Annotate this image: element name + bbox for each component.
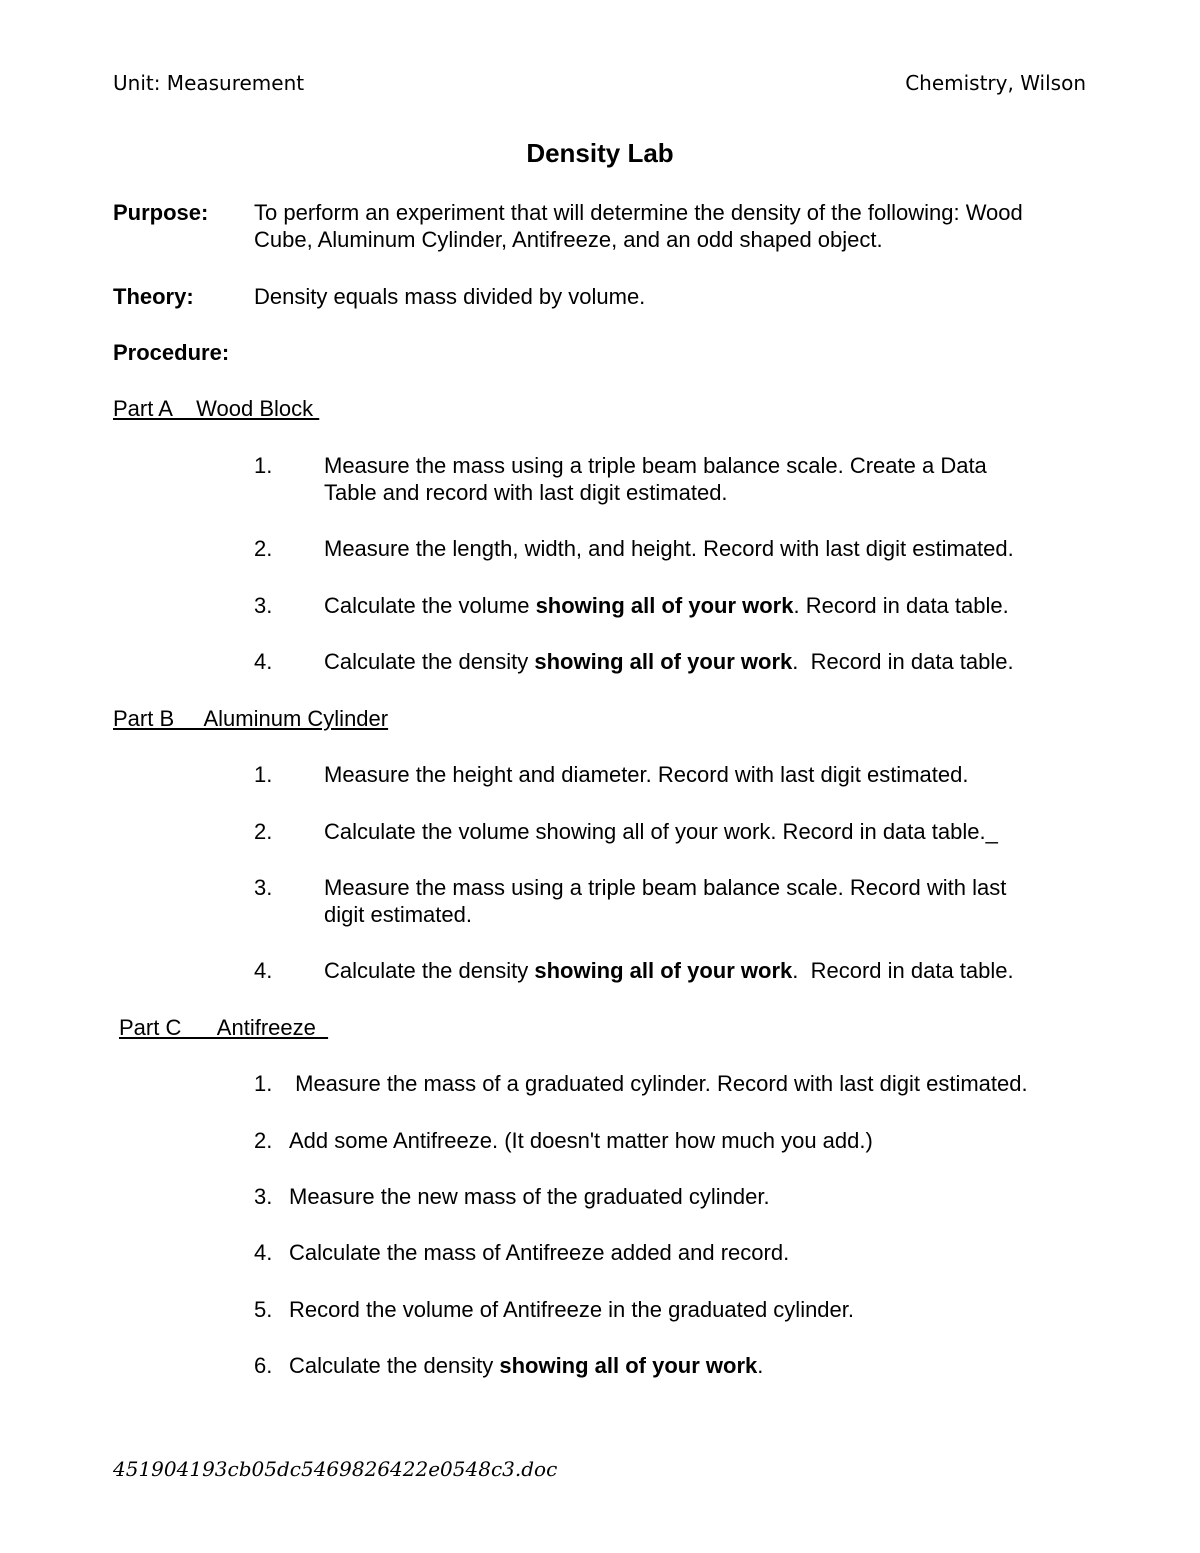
part-a-step-1-line-1: Measure the mass using a triple beam balance scale. Create a Data: [324, 453, 987, 478]
step-text: Calculate the density: [324, 649, 535, 674]
part-a-step-1-number: 1.: [254, 453, 273, 478]
part-a-step-2: Measure the length, width, and height. Record with last digit estimated.: [324, 536, 1014, 561]
part-b-step-3-line-1: Measure the mass using a triple beam balance scale. Record with last: [324, 875, 1007, 900]
part-a-step-1-line-2: Table and record with last digit estimated.: [324, 480, 728, 505]
part-c-step-6-number: 6.: [254, 1353, 273, 1378]
part-b-step-3-number: 3.: [254, 875, 273, 900]
part-c-step-6: [289, 1352, 1094, 1379]
part-b-step-3-line-2: digit estimated.: [324, 902, 472, 927]
part-c-step-5: Record the volume of Antifreeze in the graduated cylinder.: [289, 1297, 855, 1322]
step-emphasis: showing all of your work: [499, 1353, 758, 1378]
page-title: Density Lab: [526, 138, 674, 168]
part-c-step-3: Measure the new mass of the graduated cylinder.: [289, 1184, 770, 1209]
part-b-step-3: [324, 874, 1094, 928]
part-b-heading: Part B Aluminum Cylinder: [113, 706, 389, 731]
part-a-step-1: [324, 452, 1094, 506]
part-b-step-2-number: 2.: [254, 819, 273, 844]
step-emphasis: showing all of your work: [534, 649, 793, 674]
procedure-label: Procedure:: [113, 340, 230, 365]
step-emphasis: showing all of your work: [534, 958, 793, 983]
header-unit: Unit: Measurement: [113, 71, 305, 95]
part-c-step-1-number: 1.: [254, 1071, 273, 1096]
part-b-step-4-number: 4.: [254, 958, 273, 983]
part-a-step-4-number: 4.: [254, 649, 273, 674]
step-emphasis: showing all of your work: [535, 593, 794, 618]
part-a-step-4: [324, 648, 1094, 675]
purpose-line-1: To perform an experiment that will determine the density of the following: Wood: [254, 200, 1023, 225]
step-text: . Record in data table.: [792, 649, 1014, 674]
part-b-step-1: Measure the height and diameter. Record with last digit estimated.: [324, 762, 969, 787]
part-c-heading: Part C Antifreeze: [119, 1015, 329, 1040]
part-c-step-4: Calculate the mass of Antifreeze added and record.: [289, 1240, 790, 1265]
step-text: . Record in data table.: [793, 593, 1009, 618]
step-text: Calculate the volume: [324, 593, 536, 618]
part-c-step-1: Measure the mass of a graduated cylinder. Record with last digit estimated.: [289, 1071, 1028, 1096]
part-a-step-3-number: 3.: [254, 593, 273, 618]
purpose-line-2: Cube, Aluminum Cylinder, Antifreeze, and an odd shaped object.: [254, 227, 883, 252]
step-text: .: [757, 1353, 764, 1378]
part-c-step-5-number: 5.: [254, 1297, 273, 1322]
part-a-step-2-number: 2.: [254, 536, 273, 561]
part-b-step-4: [324, 957, 1094, 984]
part-c-step-2: Add some Antifreeze. (It doesn't matter how much you add.): [289, 1128, 873, 1153]
part-b-step-1-number: 1.: [254, 762, 273, 787]
step-text: Calculate the density: [324, 958, 535, 983]
header-course: Chemistry, Wilson: [905, 71, 1086, 95]
step-text: . Record in data table.: [792, 958, 1014, 983]
part-a-step-3: [324, 592, 1094, 619]
step-text: Calculate the density: [289, 1353, 500, 1378]
part-c-step-4-number: 4.: [254, 1240, 273, 1265]
part-b-step-2: Calculate the volume showing all of your work. Record in data table._: [324, 819, 998, 844]
document-filename: 451904193cb05dc5469826422e0548c3.doc: [113, 1457, 558, 1481]
purpose-text: [254, 199, 1094, 253]
part-c-step-2-number: 2.: [254, 1128, 273, 1153]
purpose-label: Purpose:: [113, 200, 209, 225]
theory-label: Theory:: [113, 284, 194, 309]
part-c-step-3-number: 3.: [254, 1184, 273, 1209]
part-a-heading: Part A Wood Block: [113, 396, 320, 421]
theory-text: Density equals mass divided by volume.: [254, 284, 646, 309]
